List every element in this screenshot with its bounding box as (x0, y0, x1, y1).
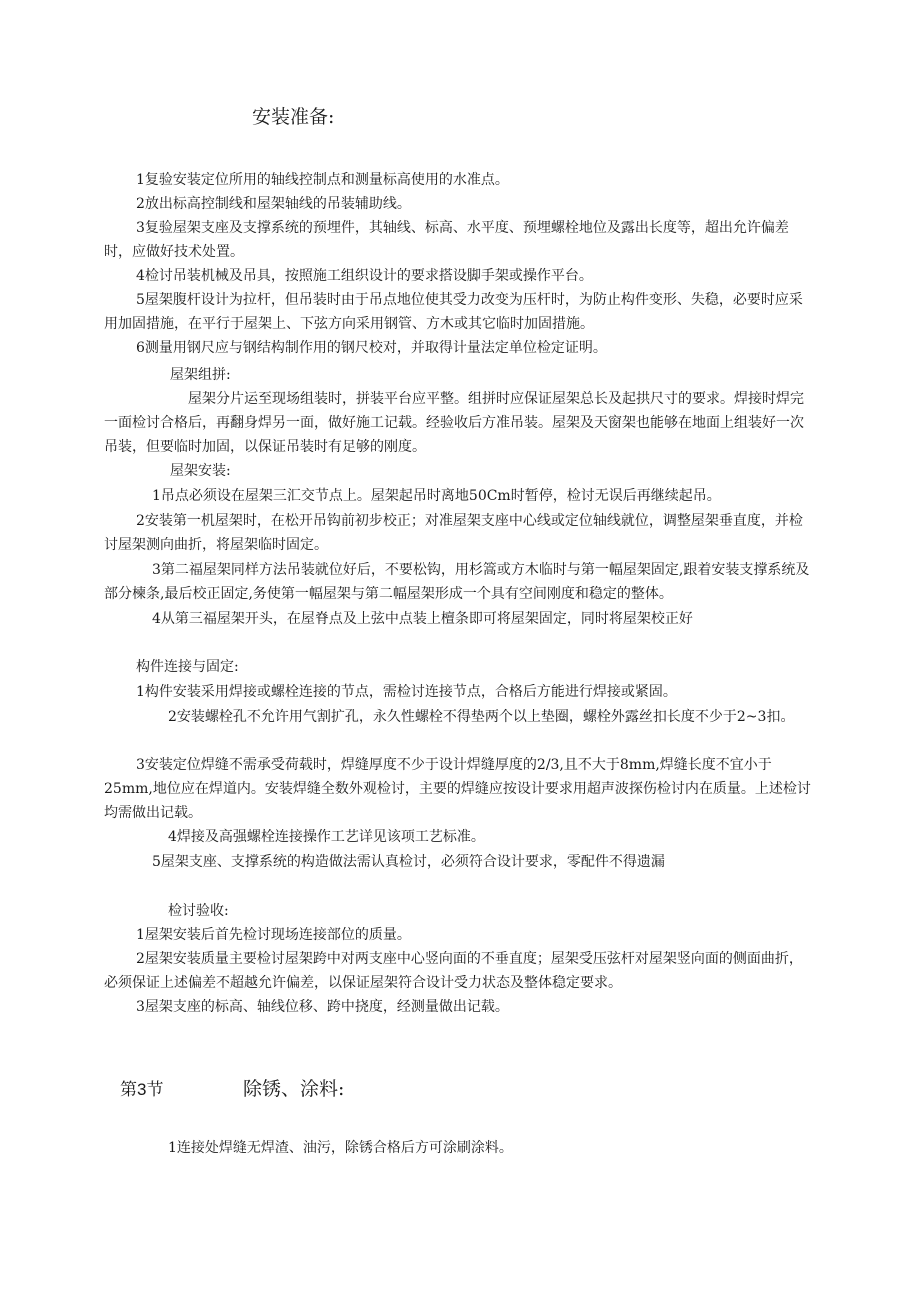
paragraph: 1屋架安装后首先检讨现场连接部位的质量。 (136, 927, 411, 943)
section-title: 除锈、涂料: (243, 1078, 345, 1100)
paragraph: 1连接处焊缝无焊渣、油污，除锈合格后方可涂刷涂料。 (168, 1140, 513, 1156)
paragraph: 3安装定位焊缝不需承受荷载时，焊缝厚度不少于设计焊缝厚度的2/3,且不大于8mm,焊缝长度不宜小于25mm,地位应在焊道内。安装焊缝全数外观检讨，主要的焊缝应按设计要求用超声波探伤检讨内在质量。上述检讨均需做出记载。 (104, 757, 811, 821)
paragraph: 3第二福屋架同样方法吊装就位好后，不要松钩，用杉篙或方木临时与第一幅屋架固定,跟着安装支撑系统及部分楝条,最后校正固定,务使第一幅屋架与第二幅屋架形成一个具有空间刚度和稳定的整体。 (104, 562, 810, 602)
paragraph: 1构件安装采用焊接或螺栓连接的节点，需检讨连接节点，合格后方能进行焊接或紧固。 (136, 684, 677, 700)
paragraph: 1吊点必须设在屋架三汇交节点上。屋架起吊时离地50Cm时暂停，检讨无误后再继续起吊。 (152, 488, 721, 504)
heading-install: 屋架安装: (170, 463, 231, 479)
paragraph: 2放出标高控制线和屋架轴线的吊装辅助线。 (136, 196, 411, 212)
paragraph: 2安装螺栓孔不允许用气割扩孔，永久性螺栓不得垫两个以上垫圈，螺栓外露丝扣长度不少于2~3扣。 (168, 709, 795, 725)
paragraph: 2屋架安装质量主要检讨屋架跨中对两支座中心竖向面的不垂直度；屋架受压弦杆对屋架竖向面的侧面曲折，必须保证上述偏差不超越允许偏差，以保证屋架符合设计受力状态及整体稳定要求。 (104, 951, 803, 991)
paragraph: 6测量用钢尺应与钢结构制作用的钢尺校对，并取得计量法定单位检定证明。 (136, 340, 607, 356)
paragraph: 4从第三福屋架开头，在屋脊点及上弦中点装上檀条即可将屋架固定，同时将屋架校正好 (152, 611, 693, 627)
heading-connect: 构件连接与固定: (136, 659, 239, 675)
paragraph: 1复验安装定位所用的轴线控制点和测量标高使用的水准点。 (136, 172, 509, 188)
heading-install-prep: 安装准备: (252, 106, 335, 128)
section-number: 第3节 (120, 1080, 164, 1099)
paragraph: 屋架分片运至现场组装时，拼装平台应平整。组拼时应保证屋架总长及起拱尺寸的要求。焊接时焊完一面检讨合格后，再翻身焊另一面，做好施工记载。经验收后方准吊装。屋架及天窗架也能够在地面上组装好一次吊装，但要临时加固，以保证吊装时有足够的刚度。 (104, 391, 804, 455)
paragraph: 5屋架腹杆设计为拉杆，但吊装时由于吊点地位使其受力改变为压杆时，为防止构件变形、失稳，必要时应采用加固措施，在平行于屋架上、下弦方向采用钢管、方木或其它临时加固措施。 (104, 292, 803, 332)
paragraph: 3复验屋架支座及支撑系统的预埋件，其轴线、标高、水平度、预埋螺栓地位及露出长度等，超出允许偏差时，应做好技术处置。 (104, 220, 789, 260)
paragraph: 5屋架支座、支撑系统的构造做法需认真检讨，必须符合设计要求，零配件不得遗漏 (152, 854, 665, 870)
paragraph: 4检讨吊装机械及吊具，按照施工组织设计的要求搭设脚手架或操作平台。 (136, 268, 593, 284)
heading-assemble: 屋架组拼: (170, 367, 231, 383)
paragraph: 4焊接及高强螺栓连接操作工艺详见该项工艺标准。 (168, 829, 485, 845)
heading-check: 检讨验收: (168, 903, 229, 919)
paragraph: 2安装第一机屋架时，在松开吊钩前初步校正；对准屋架支座中心线或定位轴线就位，调整屋架垂直度，并检讨屋架测向曲折，将屋架临时固定。 (104, 513, 803, 553)
paragraph: 3屋架支座的标高、轴线位移、跨中挠度，经测量做出记载。 (136, 999, 509, 1015)
